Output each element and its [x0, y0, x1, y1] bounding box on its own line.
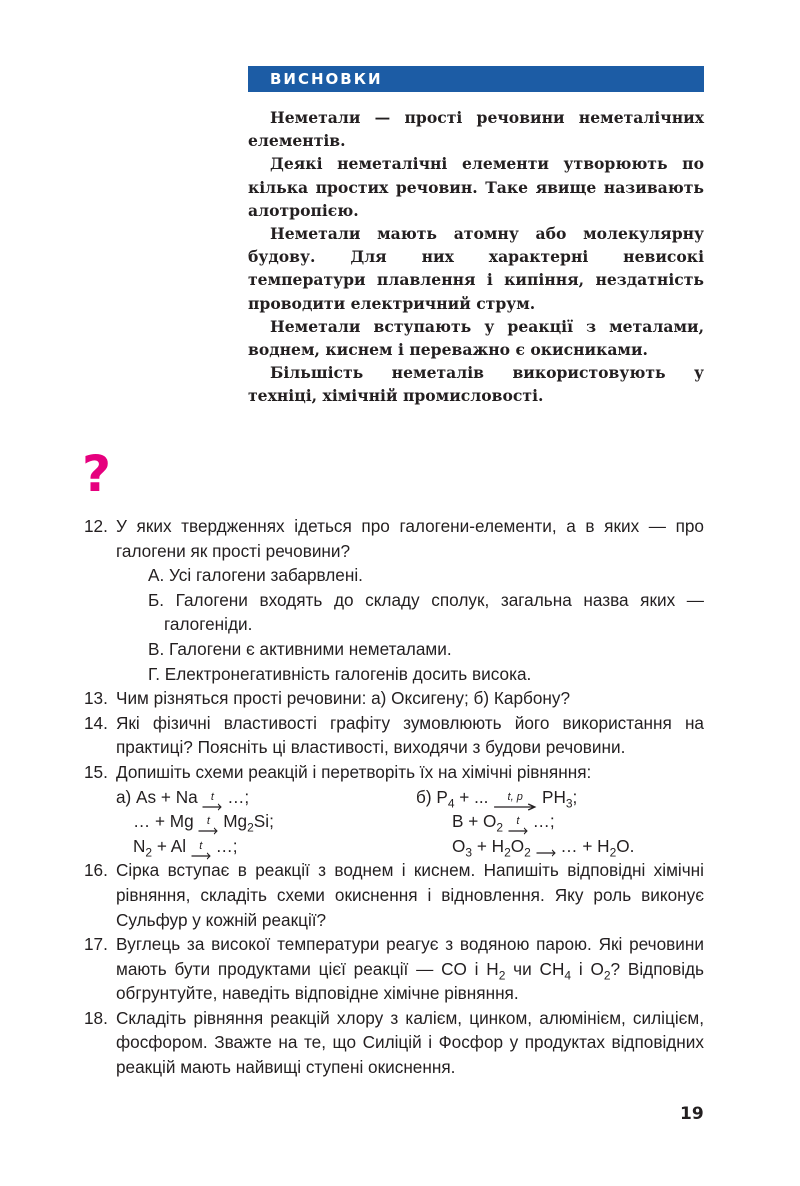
question-14	[84, 711, 704, 760]
equation-text: B + O	[452, 811, 497, 832]
equation-text: N	[133, 835, 146, 856]
equation-text: O.	[616, 835, 635, 856]
question-text	[116, 932, 704, 1006]
equation-text: Si;	[253, 811, 274, 832]
equation	[416, 834, 716, 859]
equation-text: + Al	[152, 835, 191, 856]
equation	[416, 785, 716, 810]
equation	[116, 834, 416, 859]
equation-text: + H	[472, 835, 505, 856]
conclusions-heading: ВИСНОВКИ	[248, 66, 704, 92]
reaction-arrow	[508, 816, 528, 835]
text-part: чи CH	[505, 958, 565, 979]
question-15	[84, 760, 704, 785]
question-number: 12.	[84, 516, 108, 536]
reaction-arrow	[198, 816, 218, 835]
question-text: У яких твердженнях ідеться про галогени-елементи, а в яких — про галогени як прості речовини?	[116, 516, 704, 561]
conclusions-text	[248, 106, 704, 408]
subscript: 2	[498, 968, 506, 983]
text-part: і O	[571, 958, 604, 979]
equation-text: ;	[572, 786, 578, 807]
reaction-arrow	[191, 841, 211, 860]
conclusion-paragraph: Деякі неметалічні елементи утворюють по кілька простих речовин. Таке явище називають алотропією.	[248, 154, 704, 220]
question-text: Допишіть схеми реакцій і перетворіть їх на хімічні рівняння:	[116, 761, 592, 782]
arrow-condition: t	[206, 815, 210, 828]
subscript: 2	[609, 845, 617, 860]
reaction-arrow	[536, 838, 556, 857]
question-12	[84, 514, 704, 686]
conclusion-paragraph: Неметали — прості речовини неметалічних елементів.	[248, 108, 704, 151]
equation-text: + ...	[454, 786, 494, 807]
reaction-arrow	[493, 792, 537, 811]
reaction-arrow	[202, 792, 222, 811]
question-number: 15.	[84, 761, 108, 782]
subscript: 2	[145, 845, 153, 860]
subscript: 2	[247, 820, 254, 835]
question-text: Які фізичні властивості графіту зумовлюють його використання на практиці? Поясніть ці властивості, виходячи з будови речовини.	[116, 712, 704, 758]
question-text: Сірка вступає в реакції з воднем і киснем. Напишіть відповідні хімічні рівняння, складіть схеми окиснення і відновлення. Яку роль виконує Сульфур у кожній реакції?	[116, 860, 704, 930]
equation-text: … + H	[555, 835, 610, 856]
question-text: Складіть рівняння реакцій хлору з калієм, цинком, алюмінієм, силіцієм, фосфором. Зважте на те, що Силіцій і Фосфор у продуктах відповідних реакцій мають найвищі ступені окиснення.	[116, 1007, 704, 1078]
equation-text: … + Mg	[133, 811, 199, 832]
subscript: 3	[565, 795, 573, 810]
equation-grid	[84, 785, 704, 859]
equation-text: O	[510, 835, 525, 856]
equation-text: б) P	[416, 786, 448, 807]
equation-text: …;	[222, 786, 250, 807]
equation-text: Mg	[218, 811, 248, 832]
arrow-condition: t	[516, 815, 520, 828]
questions-list	[84, 514, 704, 1080]
question-mark-icon: ?	[82, 445, 112, 503]
arrow-condition: t	[210, 790, 214, 803]
equation-text: O	[452, 835, 466, 856]
subscript: 3	[465, 845, 473, 860]
option-b: Б. Галогени входять до складу сполук, загальна назва яких — галогеніди.	[148, 589, 704, 635]
text-part: ? Відповідь обгрунтуйте, наведіть відповідне хімічне рівняння.	[116, 958, 704, 1004]
question-text: Чим різняться прості речовини: а) Оксигену; б) Карбону?	[116, 688, 571, 709]
subscript: 2	[603, 968, 611, 983]
arrow-condition: t, p	[507, 790, 523, 803]
equation	[416, 809, 716, 834]
option-g: Г. Електронегативність галогенів досить висока.	[148, 663, 532, 684]
question-18	[84, 1006, 704, 1080]
subscript: 4	[564, 968, 572, 983]
subscript: 2	[524, 845, 531, 860]
conclusion-paragraph: Неметали вступають у реакції з металами, воднем, киснем і переважно є окисниками.	[248, 316, 704, 360]
option-a: А. Усі галогени забарвлені.	[148, 565, 363, 586]
arrow-icon	[536, 849, 556, 857]
question-13	[84, 686, 704, 711]
subscript: 2	[496, 820, 504, 835]
text-part: Вуглець за високої температури реагує з водяною парою. Які речовини мають бути продуктами цієї реакції — CO і H	[116, 934, 704, 979]
question-17	[84, 932, 704, 1006]
arrow-condition: t	[199, 839, 203, 852]
equation	[116, 809, 416, 834]
equation-text: …;	[527, 811, 555, 832]
conclusion-paragraph: Більшість неметалів використовують у техніці, хімічній промисловості.	[248, 363, 704, 406]
question-number: 18.	[84, 1007, 108, 1028]
conclusion-paragraph: Неметали мають атомну або молекулярну будову. Для них характерні невисокі температури плавлення і кипіння, нездатність проводити електричний струм.	[248, 224, 704, 313]
question-number: 14.	[84, 712, 108, 733]
equation	[116, 785, 416, 810]
conclusions-box	[248, 66, 704, 408]
subscript: 2	[504, 845, 511, 860]
option-v: В. Галогени є активними неметалами.	[148, 638, 452, 659]
question-number: 17.	[84, 934, 108, 955]
equation-text: а) As + Na	[116, 786, 203, 807]
question-16	[84, 858, 704, 932]
equation-text: PH	[537, 786, 566, 807]
equation-text: …;	[210, 835, 238, 856]
question-number: 13.	[84, 688, 108, 709]
subscript: 4	[447, 795, 455, 810]
question-number: 16.	[84, 860, 108, 881]
page-number: 19	[680, 1104, 704, 1124]
